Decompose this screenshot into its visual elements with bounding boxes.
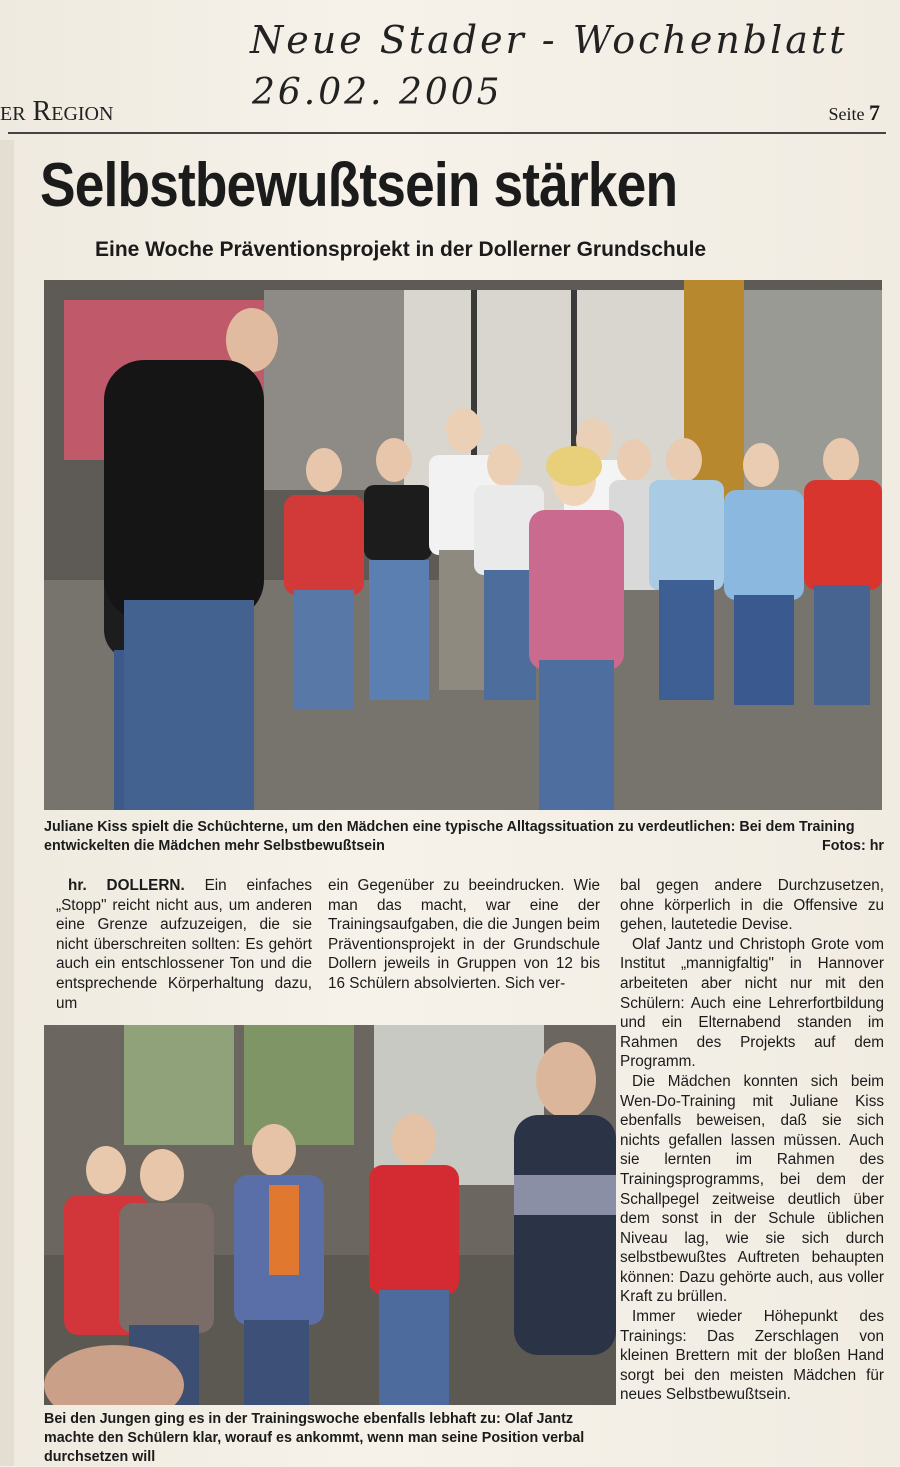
clipping-edge <box>0 140 14 1466</box>
article-col1-text: Ein einfaches „Stopp" reicht nicht aus, um anderen eine Grenze aufzuzeigen, die sie nicht überschreiten sollten: Es gehört auch ein entschlossener Ton und die entsprechende Körperhaltung dazu, um <box>56 877 313 1012</box>
page-number-value: 7 <box>869 100 880 125</box>
article-column-3 <box>620 876 884 1405</box>
article-col3-para1: bal gegen andere Durchzusetzen, ohne körperlich in die Offensive zu gehen, lautetedie Devise. <box>620 877 884 934</box>
handwritten-source-note: Neue Stader - Wochenblatt <box>250 18 848 62</box>
photo-girls-training <box>44 280 882 810</box>
page-number <box>829 100 881 126</box>
article-col2-text: ein Gegenüber zu beeindrucken. Wie man das macht, war eine der Trainingsaufgaben, die die Jungen beim Präventionsprojekt in der Grundschule Dollern jeweils in Gruppen von 12 bis 16 Schülern absolvierten. Sich ver- <box>328 877 600 992</box>
photo2-caption: Bei den Jungen ging es in der Trainingswoche ebenfalls lebhaft zu: Olaf Jantz machte den Schülern klar, worauf es ankommt, wenn man seine Position verbal durchsetzen will <box>44 1411 585 1465</box>
photo-credit: Fotos: hr <box>822 838 884 854</box>
article-column-1 <box>56 876 312 1013</box>
photo1-caption <box>44 818 884 856</box>
header-rule <box>8 132 886 134</box>
page-label: Seite <box>828 104 865 124</box>
article-column-2 <box>328 876 600 994</box>
photo-boys-training <box>44 1025 616 1405</box>
subheadline: Eine Woche Präventionsprojekt in der Dollerner Grundschule <box>95 238 707 261</box>
article-col3-para3: Die Mädchen konnten sich beim Wen-Do-Training mit Juliane Kiss ebenfalls beweisen, daß sie sich nichts gefallen lassen müssen. Auch sie lernten im Rahmen des Trainingsprogramms, bei dem der Schallpegel zeitweise deutlich über dem sonst in der Schule üblichen Niveau lag, wie sie sich durch selbstbewußtes Auftreten behaupten können: Dazu gehörte auch, aus voller Kraft zu brüllen. <box>620 1072 884 1306</box>
headline: Selbstbewußtsein stärken <box>40 151 678 220</box>
dateline: hr. DOLLERN. <box>68 877 185 894</box>
article-col3-para2: Olaf Jantz und Christoph Grote vom Institut „mannigfaltig" in Hannover arbeiteten aber nicht nur mit den Schülern: Auch eine Lehrerfortbildung und ein Elternabend standen im Rahmen des Projekts auf dem Programm. <box>620 935 884 1071</box>
section-label: er Region <box>0 96 114 127</box>
handwritten-date-note: 26.02. 2005 <box>252 72 503 113</box>
photo1-caption-text: Juliane Kiss spielt die Schüchterne, um den Mädchen eine typische Alltagssituation zu verdeutlichen: Bei dem Training entwickelten die Mädchen mehr Selbstbewußtsein <box>44 819 855 854</box>
article-col3-para4: Immer wieder Höhepunkt des Trainings: Das Zerschlagen von kleinen Brettern mit der bloßen Hand sorgt bei den meisten Mädchen für neues Selbstbewußtsein. <box>620 1308 884 1404</box>
